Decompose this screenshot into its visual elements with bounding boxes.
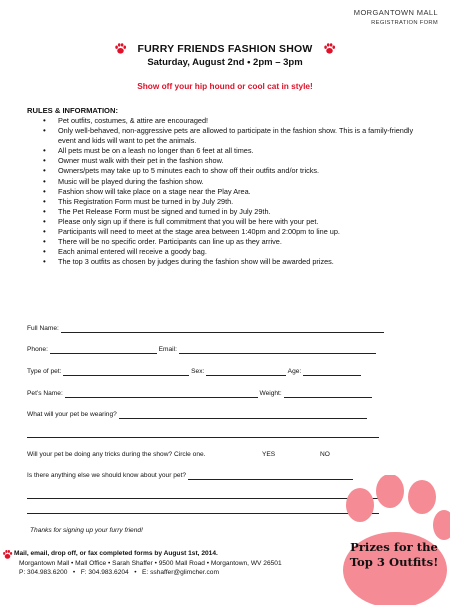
- wearing-field[interactable]: [119, 411, 367, 419]
- rule-item: • Please only sign up if there is full commitment that you will be here with your pet.: [27, 217, 417, 227]
- pets-name-label: Pet’s Name:: [27, 390, 63, 397]
- pet-type-row: [27, 368, 361, 376]
- full-name-label: Full Name:: [27, 325, 59, 332]
- phone-email-row: [27, 346, 376, 354]
- wearing-row: [27, 411, 367, 419]
- rule-item: • All pets must be on a leash no longer than 6 feet at all times.: [27, 146, 417, 156]
- paw-print-icon: [2, 549, 13, 560]
- mall-name: MORGANTOWN MALL: [353, 8, 438, 17]
- age-label: Age:: [287, 368, 302, 375]
- rules-heading: RULES & INFORMATION:: [27, 106, 118, 115]
- pets-name-field[interactable]: [65, 390, 258, 398]
- rule-item: • Only well-behaved, non-aggressive pets are allowed to participate in the fashion show. This is a family-friendly event and kids will want to pet the animals.: [27, 126, 417, 146]
- rule-item: • The Pet Release Form must be signed and turned in by July 29th.: [27, 207, 417, 217]
- rule-item: • The top 3 outfits as chosen by judges during the fashion show will be awarded prizes.: [27, 257, 417, 267]
- tricks-question: Will your pet be doing any tricks during the show? Circle one.: [27, 451, 206, 458]
- age-field[interactable]: [303, 368, 361, 376]
- contact-numbers: P: 304.983.6200 • F: 304.983.6204 • E: sshaffer@glimcher.com: [19, 569, 219, 577]
- full-name-row: [27, 325, 384, 333]
- anything-else-field[interactable]: [188, 472, 353, 480]
- rule-item: • Owner must walk with their pet in the fashion show.: [27, 156, 417, 166]
- paw-print-icon: [323, 42, 336, 55]
- prize-announcement: [334, 540, 450, 570]
- full-name-field[interactable]: [61, 325, 384, 333]
- email-field[interactable]: [179, 346, 376, 354]
- title-row: [0, 40, 450, 58]
- weight-label: Weight:: [259, 390, 282, 397]
- phone-label: Phone:: [27, 346, 48, 353]
- tricks-row: [27, 451, 206, 459]
- rule-item: • Fashion show will take place on a stage near the Play Area.: [27, 187, 417, 197]
- email-label: Email:: [158, 346, 177, 353]
- submission-deadline: Mail, email, drop off, or fax completed forms by August 1st, 2014.: [14, 550, 218, 557]
- anything-else-label: Is there anything else we should know about your pet?: [27, 472, 187, 479]
- rule-item: • There will be no specific order. Participants can line up as they arrive.: [27, 237, 417, 247]
- rule-item: • Owners/pets may take up to 5 minutes each to show off their outfits and/or tricks.: [27, 166, 417, 176]
- rule-item: • Each animal entered will receive a goody bag.: [27, 247, 417, 257]
- contact-block: [14, 549, 282, 578]
- pet-name-row: [27, 390, 372, 398]
- rule-item: • This Registration Form must be turned in by July 29th.: [27, 197, 417, 207]
- sex-label: Sex:: [191, 368, 205, 375]
- event-title: FURRY FRIENDS FASHION SHOW: [137, 42, 313, 55]
- paw-print-icon: [114, 42, 127, 55]
- rule-item: • Music will be played during the fashion show.: [27, 177, 417, 187]
- form-name: REGISTRATION FORM: [371, 20, 438, 26]
- wearing-label: What will your pet be wearing?: [27, 411, 117, 418]
- mall-address: Morgantown Mall • Mall Office • Sarah Shaffer • 9500 Mall Road • Morgantown, WV 26501: [19, 559, 282, 567]
- rule-item: • Participants will need to meet at the stage area between 1:40pm and 2:00pm to line up.: [27, 227, 417, 237]
- anything-else-field-line-2[interactable]: [27, 498, 379, 499]
- phone-field[interactable]: [50, 346, 157, 354]
- tricks-no-option[interactable]: NO: [320, 451, 330, 458]
- type-of-pet-field[interactable]: [63, 368, 189, 376]
- document-header: [354, 7, 438, 29]
- tricks-yes-option[interactable]: YES: [262, 451, 276, 458]
- anything-else-row: [27, 472, 353, 480]
- thanks-note: Thanks for signing up your furry friend!: [30, 527, 143, 534]
- rules-list: [27, 116, 417, 267]
- weight-field[interactable]: [284, 390, 372, 398]
- prize-line-2: Top 3 Outfits!: [349, 555, 439, 569]
- event-tagline: Show off your hip hound or cool cat in style!: [137, 81, 313, 91]
- prize-line-1: Prizes for the: [350, 540, 438, 554]
- anything-else-field-line-3[interactable]: [27, 513, 379, 514]
- event-date-time: Saturday, August 2nd • 2pm – 3pm: [147, 57, 303, 68]
- wearing-field-line-2[interactable]: [27, 437, 379, 438]
- sex-field[interactable]: [206, 368, 286, 376]
- type-of-pet-label: Type of pet:: [27, 368, 62, 375]
- rule-item: • Pet outfits, costumes, & attire are encouraged!: [27, 116, 417, 126]
